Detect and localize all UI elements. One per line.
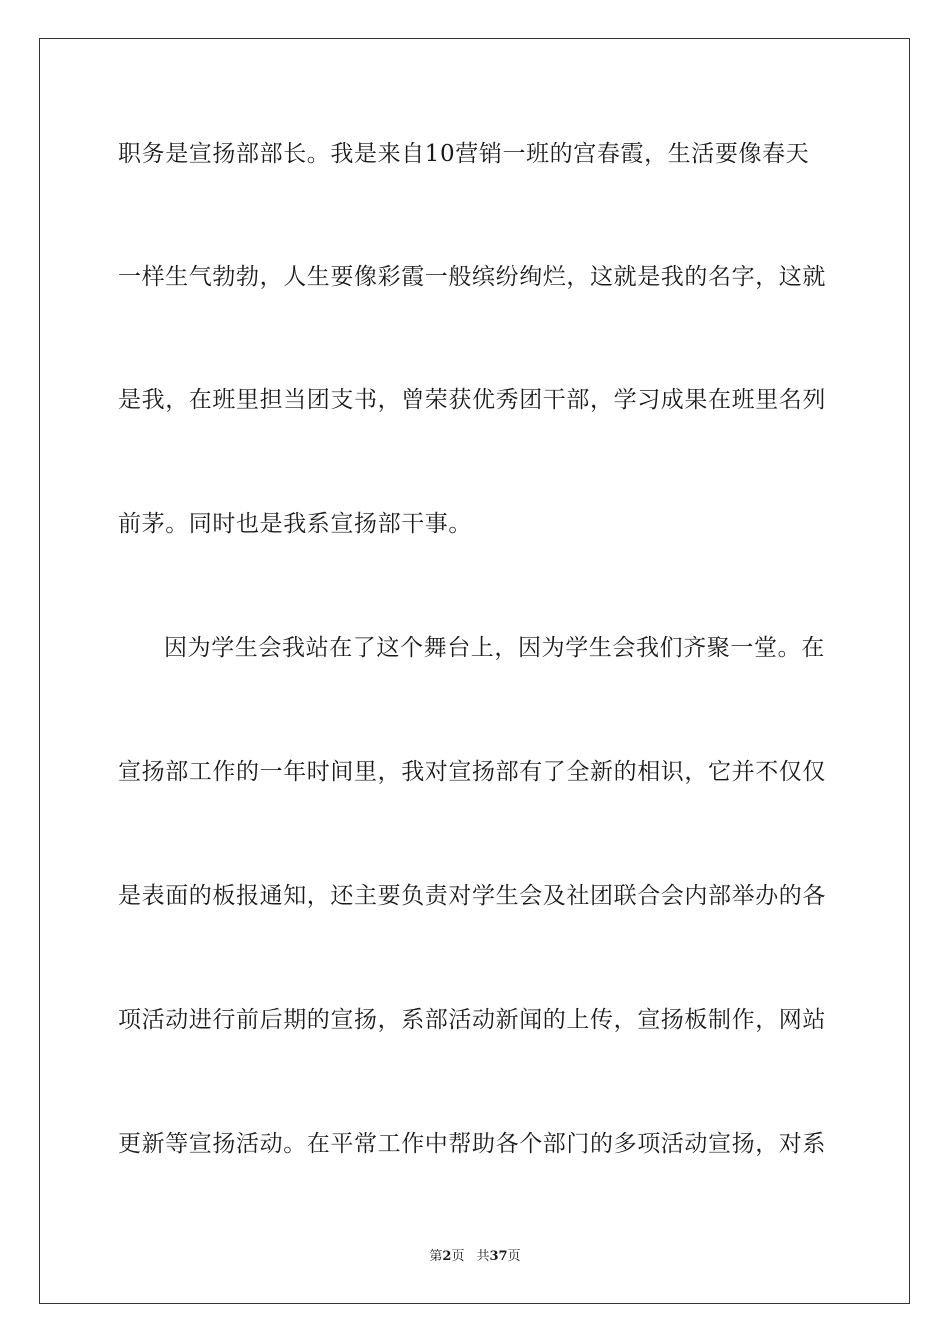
page-label-suffix: 页 [451,1249,465,1264]
page-border [39,38,910,1304]
text-line: 是我，在班里担当团支书，曾荣获优秀团干部，学习成果在班里名列 [118,387,826,413]
text-line: 一样生气勃勃，人生要像彩霞一般缤纷绚烂，这就是我的名字，这就 [118,264,826,290]
page-label-prefix: 第 [429,1249,443,1264]
text-line: 前茅。同时也是我系宣扬部干事。 [118,511,472,537]
total-pages: 37 [489,1249,508,1264]
text-line: 是表面的板报通知，还主要负责对学生会及社团联合会内部举办的各 [118,883,826,909]
text-line: 宣扬部工作的一年时间里，我对宣扬部有了全新的相识，它并不仅仅 [118,759,826,785]
total-label-prefix: 共 [476,1249,490,1264]
page-number: 2 [442,1249,452,1264]
text-line: 因为学生会我站在了这个舞台上，因为学生会我们齐聚一堂。在 [164,635,825,661]
text-line: 项活动进行前后期的宣扬，系部活动新闻的上传，宣扬板制作，网站 [118,1007,826,1033]
total-label-suffix: 页 [507,1249,521,1264]
text-line: 更新等宣扬活动。在平常工作中帮助各个部门的多项活动宣扬，对系 [118,1131,826,1157]
page-footer [0,1248,950,1266]
text-line: 职务是宣扬部部长。我是来自10营销一班的宫春霞，生活要像春天 [118,141,810,167]
